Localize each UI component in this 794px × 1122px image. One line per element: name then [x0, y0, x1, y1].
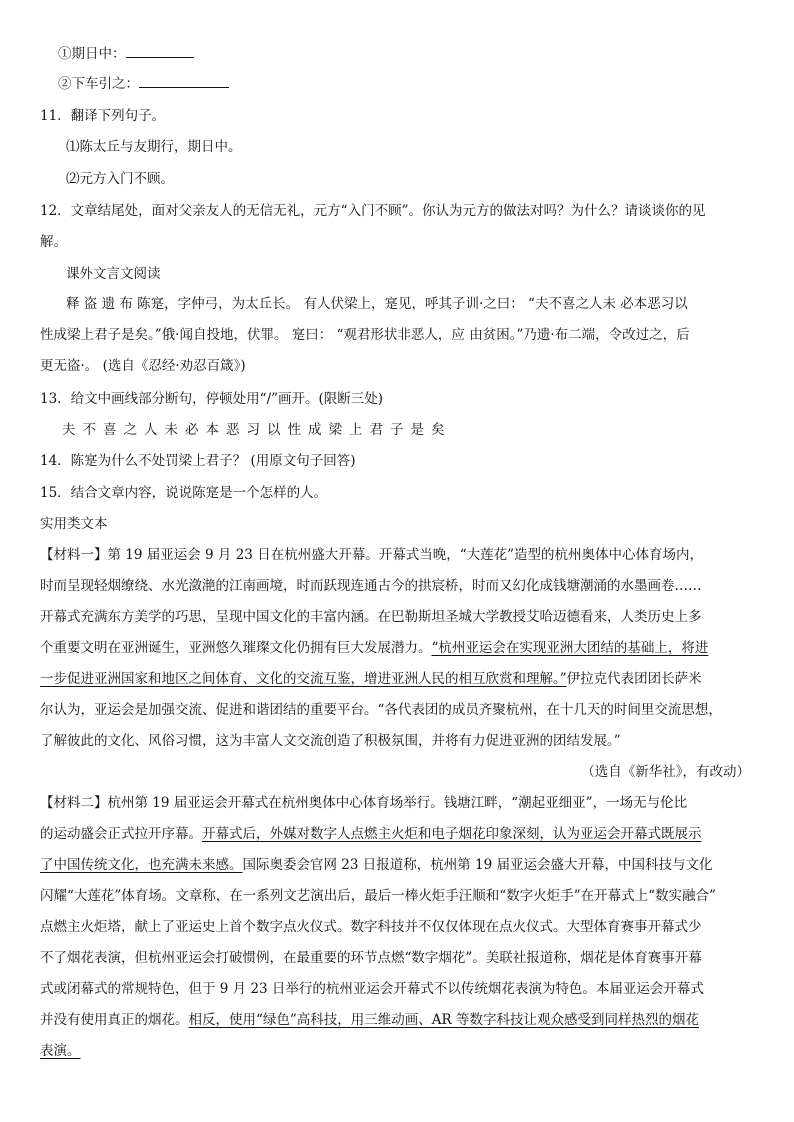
section-heading-practical: 实用类文本 [40, 516, 108, 532]
question-14: 14．陈寔为什么不处罚梁上君子？ (用原文句子回答) [40, 453, 356, 469]
material-2-line: 点燃主火炬塔，献上了亚运史上首个数字点火仪式。数字科技并不仅仅体现在点火仪式。大型体育赛事开幕式少 [40, 919, 702, 935]
material-1-line: 尔认为，亚运会是加强交流、促进和谐团结的重要平台。“各代表团的成员齐聚杭州，在十几天的时间里交流思想， [40, 702, 722, 718]
answer-blank[interactable] [139, 73, 229, 88]
question-13: 13．给文中画线部分断句，停顿处用“/”画开。(限断三处) [40, 391, 384, 407]
material-2-line: 式或闭幕式的常规特色，但于 9 月 23 日举行的杭州亚运会开幕式不以传统烟花表演为特色。本届亚运会开幕式 [40, 981, 704, 997]
underlined-text: “杭州亚运会在实现亚洲大团结的基础上，将进 [431, 640, 709, 656]
underlined-text: 一步促进亚洲国家和地区之间体育、文化的交流互鉴，增进亚洲人民的相互欣赏和理解。” [40, 671, 567, 687]
passage-line: 性成梁上君子是矣。”俄·闻自投地，伏罪。 寔曰： “观君形状非恶人，应 由贫困。”乃遗·布二端，令改过之，后 [40, 327, 690, 343]
question-15: 15．结合文章内容，说说陈寔是一个怎样的人。 [40, 485, 328, 501]
question-13-text: 夫不喜之人未必本恶习以性成梁上君子是矣 [62, 422, 452, 438]
question-11-1: ⑴陈太丘与友期行，期日中。 [66, 139, 242, 155]
question-12-cont: 解。 [40, 234, 67, 250]
question-10-2 [58, 73, 229, 94]
question-10-2-label: ②下车引之： [58, 76, 139, 92]
section-heading-extra-reading: 课外文言文阅读 [66, 266, 161, 282]
passage-line: 释 盗 遗 布 陈寔，字仲弓，为太丘长。 有人伏梁上，寔见，呼其子训·之曰： “夫不喜之人未 必本恶习以 [66, 296, 688, 312]
underlined-text: 相反，使用“绿色”高科技，用三维动画、AR 等数字科技让观众感受到同样热烈的烟花 [188, 1012, 700, 1028]
material-2-line: 【材料二】杭州第 19 届亚运会开幕式在杭州奥体中心体育场举行。钱塘江畔，“潮起亚细亚”，一场无与伦比 [40, 795, 688, 811]
question-10-1 [58, 43, 194, 64]
underlined-text: 表演。 [40, 1043, 81, 1059]
question-11: 11．翻译下列句子。 [40, 108, 166, 124]
material-2-line: 不了烟花表演，但杭州亚运会打破惯例，在最重要的环节点燃“数字烟花”。美联社报道称，烟花是体育赛事开幕 [40, 950, 702, 966]
material-2-line: 的运动盛会正式拉开序幕。开幕式后，外媒对数字人点燃主火炬和电子烟花印象深刻，认为亚运会开幕式既展示 [40, 826, 702, 842]
material-1-line: 了解彼此的文化、风俗习惯，这为丰富人文交流创造了积极氛围，并将有力促进亚洲的团结发展。” [40, 733, 621, 749]
question-10-1-label: ①期日中： [58, 46, 126, 62]
material-1-line: 开幕式充满东方美学的巧思，呈现中国文化的丰富内涵。在巴勒斯坦圣城大学教授艾哈迈德看来，人类历史上多 [40, 609, 702, 625]
question-11-2: ⑵元方入门不顾。 [66, 171, 174, 187]
material-2-line [40, 1041, 81, 1061]
material-1-source: （选自《新华社》，有改动） [581, 764, 750, 780]
underlined-text: 开幕式后，外媒对数字人点燃主火炬和电子烟花印象深刻，认为亚运会开幕式既展示 [202, 826, 702, 842]
material-2-line: 并没有使用真正的烟花。相反，使用“绿色”高科技，用三维动画、AR 等数字科技让观众感受到同样热烈的烟花 [40, 1012, 700, 1028]
question-12: 12．文章结尾处，面对父亲友人的无信无礼，元方“入门不顾”。你认为元方的做法对吗？为什么？请谈谈你的见 [40, 203, 706, 219]
material-1-line: 一步促进亚洲国家和地区之间体育、文化的交流互鉴，增进亚洲人民的相互欣赏和理解。”伊拉克代表团团长萨米 [40, 671, 702, 687]
material-1-line: 个重要文明在亚洲诞生，亚洲悠久璀璨文化仍拥有巨大发展潜力。“杭州亚运会在实现亚洲大团结的基础上，将进 [40, 640, 709, 656]
material-1-line: 【材料一】第 19 届亚运会 9 月 23 日在杭州盛大开幕。开幕式当晚，“大莲花”造型的杭州奥体中心体育场内， [40, 547, 703, 563]
answer-blank[interactable] [126, 43, 194, 58]
material-1-line: 时而呈现轻烟缭绕、水光潋滟的江南画境，时而跃现连通古今的拱宸桥，时而又幻化成钱塘潮涌的水墨画卷…… [40, 578, 702, 594]
material-2-line: 了中国传统文化，也充满未来感。国际奥委会官网 23 日报道称，杭州第 19 届亚运会盛大开幕，中国科技与文化 [40, 857, 713, 873]
underlined-text: 了中国传统文化，也充满未来感。 [40, 857, 243, 873]
material-2-line: 闪耀“大莲花”体育场。文章称，在一系列文艺演出后，最后一棒火炬手汪顺和“数字火炬手”在开幕式上“数实融合” [40, 888, 716, 904]
passage-line: 更无盗·。 (选自《忍经·劝忍百箴》) [40, 358, 246, 374]
